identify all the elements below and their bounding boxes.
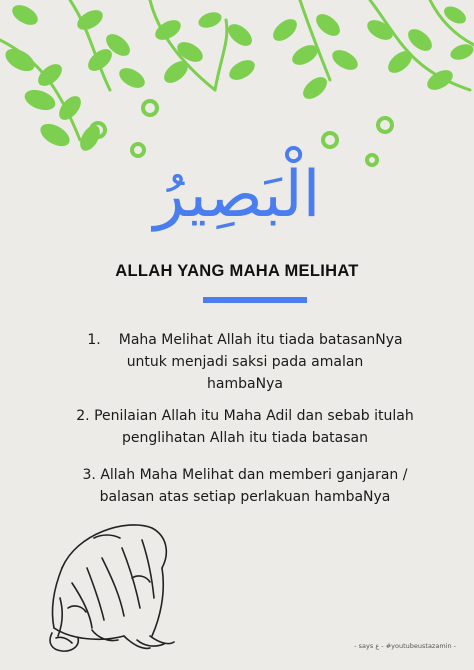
point-3 <box>60 464 430 508</box>
point-3-number: 3. <box>82 467 96 483</box>
point-2 <box>60 405 430 449</box>
point-2-line-1: 2. Penilaian Allah itu Maha Adil dan sebab itulah <box>76 408 414 424</box>
accent-divider <box>203 297 307 303</box>
point-2-number: 2. <box>76 408 90 424</box>
point-1-line-3: hambaNya <box>207 376 283 392</box>
point-1-line-2: untuk menjadi saksi pada amalan <box>126 354 364 370</box>
footer-credit: - says ع - #youtubeustazamin - <box>354 642 456 650</box>
point-3-line-2: balasan atas setiap perlakuan hambaNya <box>99 489 391 505</box>
point-1-line-1: 1. Maha Melihat Allah itu tiada batasanNya <box>87 332 403 348</box>
point-1 <box>60 329 430 395</box>
person-in-sujood-illustration <box>32 508 182 658</box>
point-1-number: 1. <box>87 332 101 348</box>
arabic-title: الْبَصِيرُ <box>153 158 321 232</box>
point-2-line-2: penglihatan Allah itu tiada batasan <box>122 430 368 446</box>
point-3-line-1: 3. Allah Maha Melihat dan memberi ganjaran / <box>82 467 408 483</box>
subtitle: ALLAH YANG MAHA MELIHAT <box>115 262 359 280</box>
